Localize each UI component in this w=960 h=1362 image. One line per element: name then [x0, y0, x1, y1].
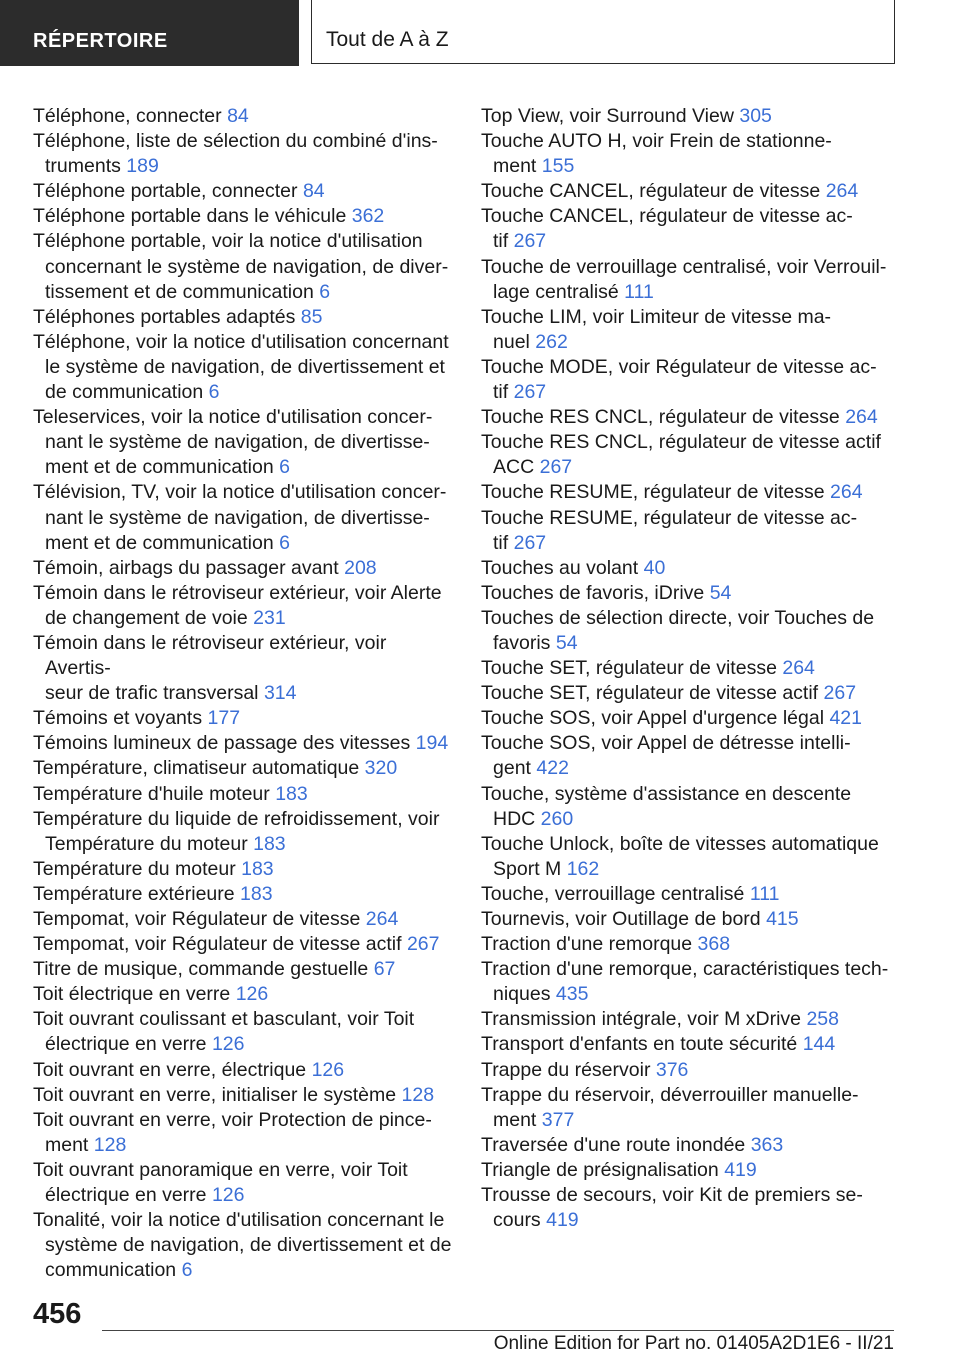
index-entry — [33, 556, 453, 581]
entry-text: Touche SOS, voir Appel de détresse intelli- — [481, 732, 851, 755]
page-reference-link[interactable]: 267 — [539, 456, 573, 479]
page-reference-link[interactable]: 264 — [782, 657, 815, 680]
footer-divider — [102, 1330, 894, 1331]
entry-text: système de navigation, de divertissement et de — [45, 1234, 452, 1257]
entry-text: Tempomat, voir Régulateur de vitesse — [33, 908, 361, 930]
index-entry — [33, 807, 453, 857]
page-reference-link[interactable]: 305 — [739, 105, 772, 127]
page-reference-link[interactable]: 320 — [364, 757, 398, 780]
page-reference-link[interactable]: 262 — [535, 330, 568, 353]
entry-text: Trappe du réservoir, déverrouiller manuelle- — [481, 1083, 859, 1106]
index-entry — [481, 782, 901, 832]
index-entry — [481, 681, 901, 706]
page-header — [0, 0, 960, 66]
page-reference-link[interactable]: 208 — [344, 556, 377, 579]
page-reference-link[interactable]: 421 — [829, 707, 862, 730]
index-entry — [33, 756, 453, 781]
index-entry — [481, 129, 901, 179]
index-entry — [33, 1007, 453, 1057]
index-entry — [33, 932, 453, 957]
page-reference-link[interactable]: 54 — [555, 631, 578, 654]
entry-text: Traversée d'une route inondée — [481, 1133, 746, 1156]
entry-text: Sport M — [493, 857, 562, 880]
entry-text: Titre de musique, commande gestuelle — [33, 958, 369, 981]
entry-text: ment et de communication — [45, 456, 274, 479]
index-entry — [33, 104, 453, 129]
entry-text: Téléphone portable, connecter — [33, 180, 298, 203]
index-entry — [481, 480, 901, 505]
index-entry — [481, 1183, 901, 1233]
entry-text: Teleservices, voir la notice d'utilisation concer- — [33, 406, 433, 429]
page-reference-link[interactable]: 189 — [126, 155, 159, 178]
page-reference-link[interactable]: 126 — [311, 1058, 345, 1081]
entry-text: cours — [493, 1209, 541, 1232]
page-reference-link[interactable]: 84 — [302, 180, 325, 203]
entry-text: électrique en verre — [45, 1184, 207, 1207]
page-reference-link[interactable]: 267 — [513, 531, 547, 554]
page-reference-link[interactable]: 194 — [415, 732, 449, 755]
entry-text: Touche RES CNCL, régulateur de vitesse actif — [481, 431, 881, 454]
index-entry — [33, 330, 453, 405]
index-entry — [33, 480, 453, 555]
page-reference-link[interactable]: 260 — [540, 807, 574, 830]
entry-text: Toit électrique en verre — [33, 983, 231, 1006]
index-entry — [33, 706, 453, 731]
entry-text: Touche, système d'assistance en descente — [481, 782, 852, 805]
page-reference-link[interactable]: 54 — [709, 581, 732, 604]
page-reference-link[interactable]: 264 — [830, 481, 863, 504]
page-reference-link[interactable]: 376 — [655, 1058, 689, 1081]
page-reference-link[interactable]: 377 — [541, 1108, 575, 1131]
page-reference-link[interactable]: 111 — [624, 280, 654, 303]
section-title: Tout de A à Z — [326, 28, 449, 51]
entry-text: Touche CANCEL, régulateur de vitesse ac- — [481, 205, 853, 228]
entry-text: Touche RESUME, régulateur de vitesse ac- — [481, 506, 858, 529]
index-entry — [33, 957, 453, 982]
entry-text: ment — [493, 1108, 537, 1131]
entry-text: Toit ouvrant en verre, voir Protection de pince- — [33, 1108, 432, 1131]
entry-text: Touche, verrouillage centralisé — [481, 882, 745, 905]
entry-text: Touche AUTO H, voir Frein de stationne- — [481, 130, 832, 153]
entry-text: Témoin dans le rétroviseur extérieur, voir Alerte — [33, 581, 442, 604]
entry-text: HDC — [493, 807, 536, 830]
index-entry — [33, 631, 453, 706]
section-title-box — [311, 0, 895, 64]
entry-text: Téléphone, liste de sélection du combiné d'ins- — [33, 130, 438, 153]
index-entry — [481, 1058, 901, 1083]
entry-text: Transport d'enfants en toute sécurité — [481, 1033, 798, 1056]
index-entry — [33, 305, 453, 330]
index-entry — [481, 581, 901, 606]
page-reference-link[interactable]: 85 — [300, 305, 323, 328]
index-entry — [481, 179, 901, 204]
entry-text: Touches de favoris, iDrive — [481, 581, 705, 604]
index-entry — [481, 305, 901, 355]
entry-text: tif — [493, 230, 509, 253]
entry-text: tif — [493, 531, 509, 554]
index-entry — [33, 229, 453, 304]
page-reference-link[interactable]: 128 — [93, 1133, 127, 1156]
index-entry — [481, 832, 901, 882]
index-entry — [481, 104, 901, 129]
entry-text: Tonalité, voir la notice d'utilisation concernant le — [33, 1209, 445, 1232]
page-reference-link[interactable]: 264 — [825, 180, 859, 203]
page-reference-link[interactable]: 362 — [351, 205, 385, 228]
page-reference-link[interactable]: 183 — [241, 857, 274, 880]
page-reference-link[interactable]: 267 — [406, 933, 440, 956]
entry-text: Température du moteur — [33, 857, 236, 880]
entry-text: Touche RESUME, régulateur de vitesse — [481, 481, 825, 504]
index-column-left — [33, 104, 453, 1283]
entry-text: Température d'huile moteur — [33, 782, 270, 805]
entry-text: Tempomat, voir Régulateur de vitesse actif — [33, 933, 402, 956]
index-entry — [33, 1083, 453, 1108]
page-reference-link[interactable]: 422 — [536, 757, 569, 780]
page-reference-link[interactable]: 126 — [235, 983, 269, 1006]
page-reference-link[interactable]: 177 — [207, 707, 241, 730]
entry-text: Touche de verrouillage centralisé, voir Verrouil- — [481, 255, 887, 278]
page-reference-link[interactable]: 183 — [275, 782, 308, 805]
entry-text: Touche CANCEL, régulateur de vitesse — [481, 180, 821, 203]
entry-text: Témoin, airbags du passager avant — [33, 556, 339, 579]
entry-text: Transmission intégrale, voir M xDrive — [481, 1008, 802, 1031]
index-entry — [33, 882, 453, 907]
index-entry — [481, 1133, 901, 1158]
entry-text: Toit ouvrant en verre, électrique — [33, 1058, 307, 1081]
page-reference-link[interactable]: 84 — [227, 105, 249, 127]
index-entry — [481, 907, 901, 932]
index-column-right — [481, 104, 901, 1233]
entry-text: lage centralisé — [493, 280, 619, 303]
page-reference-link[interactable]: 183 — [253, 832, 286, 855]
entry-text: Télévision, TV, voir la notice d'utilisation concer- — [33, 481, 447, 504]
index-entry — [33, 179, 453, 204]
entry-text: nant le système de navigation, de divertisse- — [45, 431, 430, 454]
entry-text: niques — [493, 983, 551, 1006]
entry-text: seur de trafic transversal — [45, 682, 259, 705]
entry-text: Température, climatiseur automatique — [33, 757, 360, 780]
entry-text: électrique en verre — [45, 1033, 207, 1056]
index-entry — [33, 782, 453, 807]
entry-text: Tournevis, voir Outillage de bord — [481, 908, 761, 930]
page-reference-link[interactable]: 128 — [401, 1083, 435, 1106]
index-entry — [33, 982, 453, 1007]
section-tab — [0, 0, 299, 66]
entry-text: Trappe du réservoir — [481, 1058, 651, 1081]
index-entry — [33, 129, 453, 179]
entry-text: Toit ouvrant en verre, initialiser le système — [33, 1083, 397, 1106]
page-reference-link[interactable]: 144 — [802, 1033, 836, 1056]
page-reference-link[interactable]: 40 — [643, 556, 666, 579]
entry-text: Téléphone, connecter — [33, 105, 222, 127]
entry-text: ment et de communication — [45, 531, 274, 554]
index-entry — [33, 1208, 453, 1283]
entry-text: Touches de sélection directe, voir Touches de — [481, 606, 875, 629]
section-tab-label: RÉPERTOIRE — [33, 30, 168, 52]
index-entry — [481, 957, 901, 1007]
page-reference-link[interactable]: 264 — [845, 406, 878, 429]
index-entry — [481, 556, 901, 581]
entry-text: concernant le système de navigation, de diver- — [45, 255, 449, 278]
index-entry — [481, 405, 901, 430]
index-entry — [481, 506, 901, 556]
entry-text: favoris — [493, 631, 551, 654]
edition-footer: Online Edition for Part no. 01405A2D1E6 - II/21 — [493, 1333, 894, 1354]
page-reference-link[interactable]: 363 — [750, 1133, 784, 1156]
index-entry — [481, 1083, 901, 1133]
entry-text: Téléphone portable dans le véhicule — [33, 205, 347, 228]
index-entry — [33, 1058, 453, 1083]
entry-text: Température du moteur — [45, 832, 248, 855]
index-entry — [33, 731, 453, 756]
index-entry — [481, 731, 901, 781]
page-reference-link[interactable]: 162 — [566, 857, 600, 880]
page-reference-link[interactable]: 6 — [319, 280, 331, 303]
entry-text: tif — [493, 381, 509, 404]
entry-text: Température du liquide de refroidissement, voir — [33, 807, 440, 830]
page-reference-link[interactable]: 267 — [513, 230, 547, 253]
page-reference-link[interactable]: 258 — [806, 1008, 839, 1031]
page-reference-link[interactable]: 6 — [279, 531, 290, 554]
index-entry — [481, 1158, 901, 1183]
entry-text: Témoins lumineux de passage des vitesses — [33, 732, 411, 755]
entry-text: Touches au volant — [481, 556, 639, 579]
entry-text: Téléphones portables adaptés — [33, 305, 296, 328]
index-entry — [481, 430, 901, 480]
entry-text: de communication — [45, 381, 204, 404]
entry-text: truments — [45, 155, 121, 178]
page-reference-link[interactable]: 155 — [541, 155, 575, 178]
entry-text: Touche SET, régulateur de vitesse actif — [481, 682, 819, 705]
index-entry — [481, 1007, 901, 1032]
page-reference-link[interactable]: 126 — [211, 1033, 245, 1056]
index-entry — [481, 606, 901, 656]
index-entry — [481, 706, 901, 731]
page-reference-link[interactable]: 419 — [546, 1209, 579, 1232]
page-reference-link[interactable]: 264 — [365, 908, 399, 930]
index-entry — [481, 355, 901, 405]
entry-text: nuel — [493, 330, 530, 353]
entry-text: communication — [45, 1259, 177, 1282]
entry-text: Température extérieure — [33, 882, 235, 905]
entry-text: Toit ouvrant panoramique en verre, voir Toit — [33, 1158, 408, 1181]
page-reference-link[interactable]: 267 — [823, 682, 857, 705]
index-entry — [481, 204, 901, 254]
index-entry — [33, 1108, 453, 1158]
index-entry — [481, 932, 901, 957]
page-reference-link[interactable]: 6 — [208, 381, 220, 404]
entry-text: Touche LIM, voir Limiteur de vitesse ma- — [481, 305, 832, 328]
page-reference-link[interactable]: 314 — [263, 682, 297, 705]
entry-text: tissement et de communication — [45, 280, 314, 303]
page-reference-link[interactable]: 6 — [279, 456, 290, 479]
page-reference-link[interactable]: 126 — [211, 1184, 245, 1207]
entry-text: le système de navigation, de divertissement et — [45, 355, 445, 378]
index-entry — [33, 1158, 453, 1208]
page-reference-link[interactable]: 6 — [181, 1259, 193, 1282]
entry-text: Triangle de présignalisation — [481, 1158, 719, 1181]
page-reference-link[interactable]: 267 — [513, 381, 547, 404]
page-reference-link[interactable]: 435 — [555, 983, 589, 1006]
index-entry — [481, 255, 901, 305]
index-entry — [481, 656, 901, 681]
entry-text: gent — [493, 757, 531, 780]
entry-text: ment — [45, 1133, 89, 1156]
page-reference-link[interactable]: 231 — [253, 606, 286, 629]
entry-text: Toit ouvrant coulissant et basculant, voir Toit — [33, 1008, 415, 1031]
page-reference-link[interactable]: 111 — [749, 882, 780, 905]
entry-text: Touche Unlock, boîte de vitesses automatique — [481, 832, 879, 855]
page-reference-link[interactable]: 368 — [697, 933, 731, 956]
page-reference-link[interactable]: 183 — [240, 882, 273, 905]
entry-text: Top View, voir Surround View — [481, 105, 734, 127]
page-number: 456 — [33, 1298, 82, 1330]
entry-text: Traction d'une remorque, caractéristiques tech- — [481, 958, 889, 981]
index-entry — [33, 857, 453, 882]
entry-text: nant le système de navigation, de divertisse- — [45, 506, 430, 529]
index-entry — [33, 907, 453, 932]
page-reference-link[interactable]: 415 — [766, 908, 799, 930]
page-reference-link[interactable]: 419 — [724, 1158, 757, 1181]
entry-text: Téléphone portable, voir la notice d'utilisation — [33, 230, 423, 253]
index-entry — [481, 882, 901, 907]
entry-text: de changement de voie — [45, 606, 248, 629]
entry-text: Touche SET, régulateur de vitesse — [481, 657, 777, 680]
entry-text: Touche RES CNCL, régulateur de vitesse — [481, 406, 840, 429]
entry-text: ment — [493, 155, 537, 178]
entry-text: Touche SOS, voir Appel d'urgence légal — [481, 707, 825, 730]
index-entry — [481, 1032, 901, 1057]
entry-text: Témoins et voyants — [33, 707, 203, 730]
entry-text: Témoin dans le rétroviseur extérieur, voir Avertis- — [33, 631, 387, 680]
entry-text: Téléphone, voir la notice d'utilisation concernant — [33, 330, 449, 353]
page-reference-link[interactable]: 67 — [373, 958, 396, 981]
entry-text: Trousse de secours, voir Kit de premiers se- — [481, 1184, 863, 1207]
entry-text: Touche MODE, voir Régulateur de vitesse ac- — [481, 355, 877, 378]
entry-text: ACC — [493, 456, 535, 479]
entry-text: Traction d'une remorque — [481, 933, 693, 956]
index-entry — [33, 405, 453, 480]
index-entry — [33, 204, 453, 229]
index-entry — [33, 581, 453, 631]
